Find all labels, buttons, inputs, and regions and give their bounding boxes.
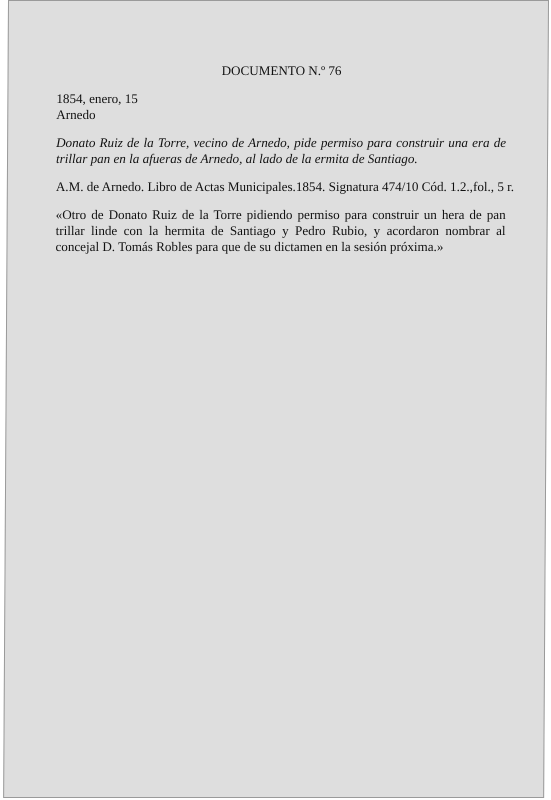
- date-place-block: [56, 91, 506, 123]
- document-place: Arnedo: [56, 107, 96, 122]
- document-summary: Donato Ruiz de la Torre, vecino de Arnedo, pide permiso para construir una era de trillar pan en la afueras de Arnedo, al lado de la ermita de Santiago.: [55, 135, 507, 166]
- archive-source: A.M. de Arnedo. Libro de Actas Municipales.1854. Signatura 474/10 Cód. 1.2.,fol., 5 r.: [55, 179, 515, 194]
- document-date: 1854, enero, 15: [56, 91, 138, 106]
- document-transcription: «Otro de Donato Ruiz de la Torre pidiendo permiso para construir un hera de pan trillar linde con la hermita de Santiago y Pedro Rubio, y acordaron nombrar al concejal D. Tomás Robles para que de su dictamen en la sesión próxima.»: [55, 207, 506, 254]
- document-title: DOCUMENTO N.º 76: [221, 63, 342, 78]
- document-page: [3, 0, 549, 798]
